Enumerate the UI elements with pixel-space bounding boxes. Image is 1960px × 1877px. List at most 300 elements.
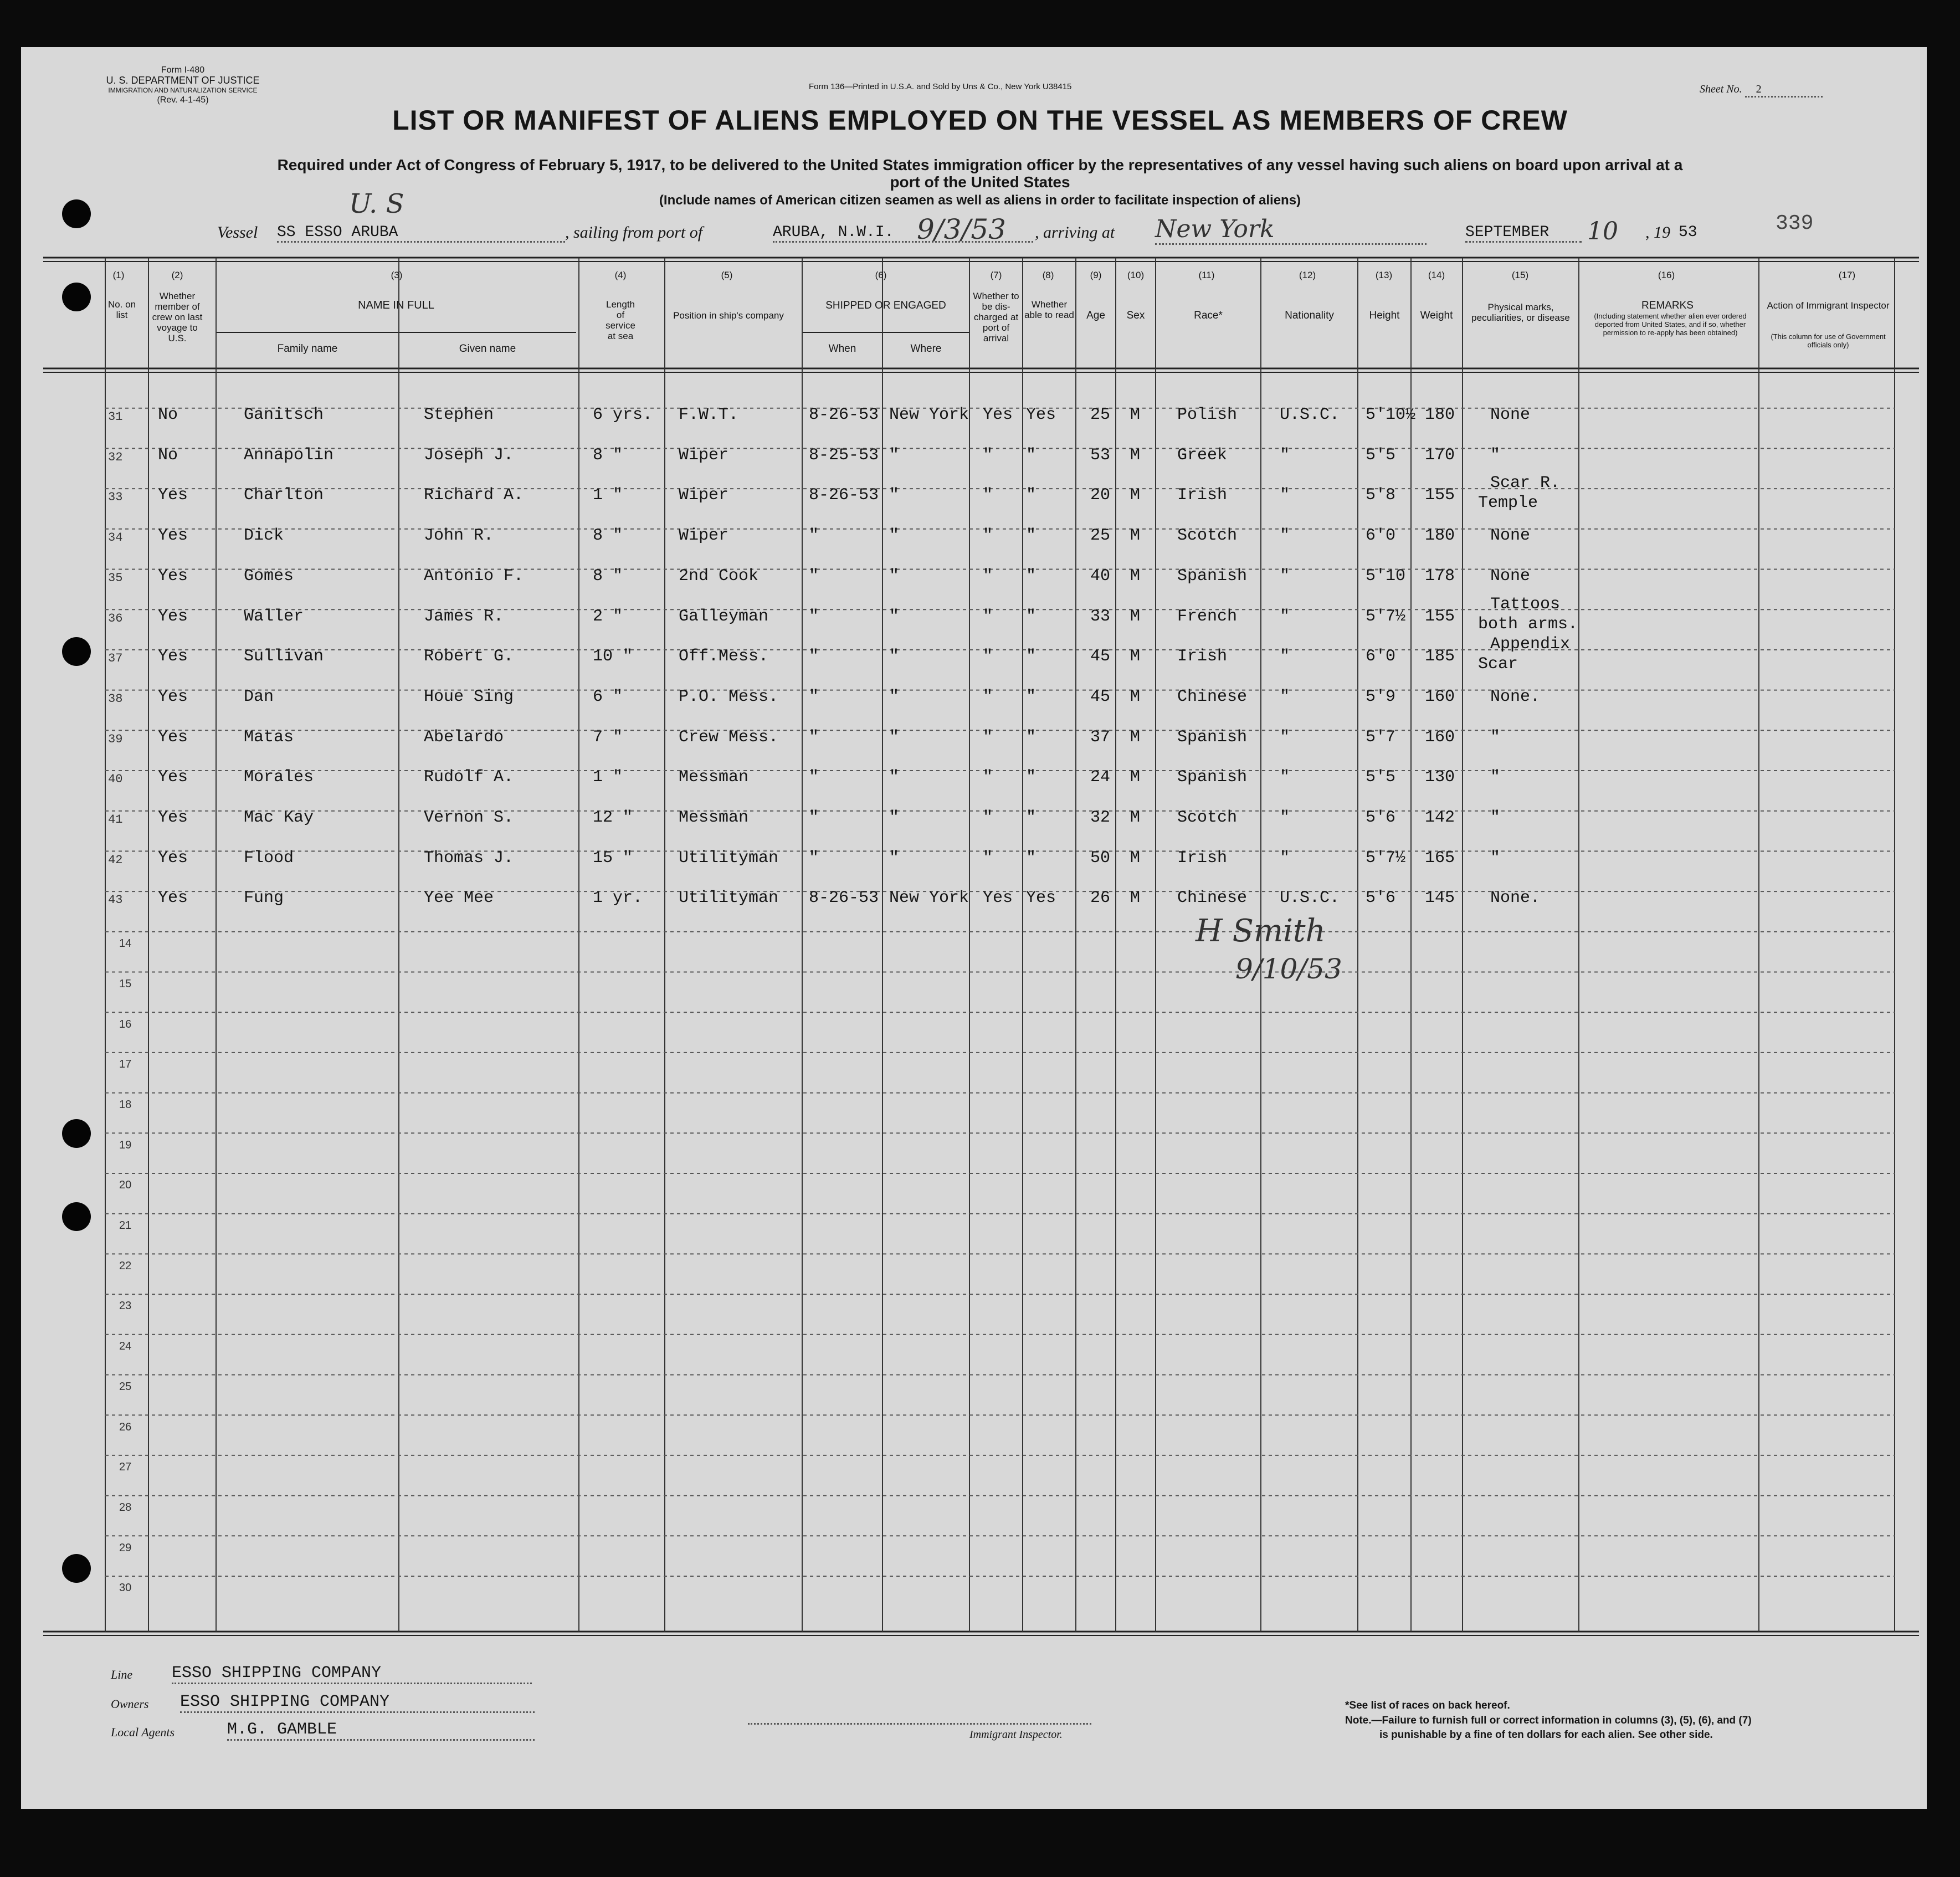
cell-race: Irish <box>1177 486 1228 505</box>
header-physical-marks: Physical marks, peculiarities, or disease <box>1471 302 1570 323</box>
cell-where: " <box>889 727 900 747</box>
cell-nationality: " <box>1280 445 1290 465</box>
col-num: (16) <box>1658 270 1675 280</box>
header-inspector-action: Action of Immigrant Inspector <box>1767 300 1890 311</box>
cell-age: 26 <box>1090 889 1111 908</box>
cell-when: 8-26-53 <box>809 406 879 424</box>
cell-marks: None <box>1490 526 1531 546</box>
cell-race: Irish <box>1177 848 1228 868</box>
cell-discharged: Yes <box>983 889 1013 908</box>
col-num: (10) <box>1127 270 1145 280</box>
cell-marks: " <box>1490 848 1501 868</box>
cell-read: " <box>1026 808 1037 827</box>
cell-weight: 155 <box>1425 486 1455 505</box>
cell-race: Spanish <box>1177 768 1248 787</box>
cell-age: 20 <box>1090 486 1111 505</box>
cell-given: Thomas J. <box>424 848 514 868</box>
cell-where: " <box>889 445 900 465</box>
subtitle-note: (Include names of American citizen seamen as well as aliens in order to facilitate inspection of aliens) <box>659 193 1301 208</box>
cell-where: New York <box>889 889 969 908</box>
cell-where: " <box>889 808 900 827</box>
cell-weight: 178 <box>1425 566 1455 586</box>
cell-service: 8 " <box>593 526 623 546</box>
cell-nationality: " <box>1280 607 1290 626</box>
cell-nationality: " <box>1280 526 1290 546</box>
cell-when: 8-26-53 <box>809 486 879 505</box>
col-num: (1) <box>112 270 125 280</box>
sheet-number: 2 <box>1745 83 1823 98</box>
empty-row-number: 20 <box>119 1179 132 1192</box>
cell-sex: M <box>1130 848 1141 868</box>
cell-given: Robert G. <box>424 647 514 666</box>
col-num: (11) <box>1198 270 1215 280</box>
cell-nationality: " <box>1280 768 1290 787</box>
cell-discharged: " <box>983 808 993 827</box>
cell-given: Rudolf A. <box>424 768 514 787</box>
cell-where: " <box>889 526 900 546</box>
cell-age: 32 <box>1090 808 1111 827</box>
cell-height: 6'0 <box>1366 647 1396 666</box>
cell-age: 25 <box>1090 406 1111 424</box>
cell-read: " <box>1026 848 1037 868</box>
cell-sex: M <box>1130 566 1141 586</box>
cell-family: Fung <box>244 889 284 908</box>
cell-race: Chinese <box>1177 889 1248 908</box>
cell-height: 5'8 <box>1366 486 1396 505</box>
cell-weight: 180 <box>1425 526 1455 546</box>
sailing-label: , sailing from port of <box>565 223 703 242</box>
cell-family: Ganitsch <box>244 406 324 424</box>
cell-marks-line2: Scar <box>1478 655 1518 674</box>
cell-no: 40 <box>108 772 123 787</box>
empty-row-number: 18 <box>119 1098 132 1111</box>
cell-position: P.O. Mess. <box>679 687 779 706</box>
penalty-note-1: Note.—Failure to furnish full or correct information in columns (3), (5), (6), and (7) <box>1345 1715 1752 1726</box>
cell-read: " <box>1026 526 1037 546</box>
empty-row-number: 26 <box>119 1420 132 1433</box>
cell-where: " <box>889 486 900 505</box>
cell-age: 33 <box>1090 607 1111 626</box>
inspector-signature-line <box>748 1723 1091 1725</box>
cell-marks: Appendix <box>1490 635 1571 654</box>
cell-age: 25 <box>1090 526 1111 546</box>
agents-label: Local Agents <box>111 1725 175 1739</box>
cell-given: Vernon S. <box>424 808 514 827</box>
header-given-name: Given name <box>459 343 516 355</box>
arrival-year: 53 <box>1679 224 1697 241</box>
cell-weight: 180 <box>1425 406 1455 424</box>
cell-given: Houe Sing <box>424 687 514 706</box>
col-num: (5) <box>721 270 733 280</box>
cell-nationality: " <box>1280 647 1290 666</box>
empty-row-number: 23 <box>119 1300 132 1312</box>
empty-row-number: 24 <box>119 1340 132 1353</box>
header-weight: Weight <box>1420 310 1453 321</box>
cell-service: 12 " <box>593 808 633 827</box>
cell-service: 8 " <box>593 566 623 586</box>
cell-position: Wiper <box>679 486 729 505</box>
cell-nationality: U.S.C. <box>1280 889 1340 908</box>
cell-position: Wiper <box>679 445 729 465</box>
cell-family: Charlton <box>244 486 324 505</box>
header-nationality: Nationality <box>1285 310 1334 321</box>
empty-row-number: 14 <box>119 937 132 950</box>
empty-row-number: 16 <box>119 1018 132 1030</box>
cell-discharged: " <box>983 727 993 747</box>
cell-age: 53 <box>1090 445 1111 465</box>
cell-prev: Yes <box>158 848 188 868</box>
cell-read: " <box>1026 768 1037 787</box>
cell-height: 5'10½ <box>1366 406 1416 424</box>
cell-when: " <box>809 808 819 827</box>
races-note: *See list of races on back hereof. <box>1345 1700 1510 1711</box>
header-able-to-read: Whether able to read <box>1024 299 1074 320</box>
header-length-of-service: Length of service at sea <box>606 299 635 341</box>
cell-position: Utilityman <box>679 848 779 868</box>
cell-marks-line2: Temple <box>1478 494 1538 513</box>
cell-family: Sullivan <box>244 647 324 666</box>
page-title: LIST OR MANIFEST OF ALIENS EMPLOYED ON THE VESSEL AS MEMBERS OF CREW <box>392 105 1568 136</box>
cell-height: 5'5 <box>1366 768 1396 787</box>
cell-race: Scotch <box>1177 526 1238 546</box>
stamp-number: 339 <box>1776 212 1814 235</box>
cell-weight: 160 <box>1425 727 1455 747</box>
vessel-name: SS ESSO ARUBA <box>277 224 565 243</box>
cell-nationality: " <box>1280 848 1290 868</box>
arrival-day: 10 <box>1587 217 1618 245</box>
inspector-date: 9/10/53 <box>1235 953 1342 985</box>
cell-family: Annapolin <box>244 445 334 465</box>
cell-weight: 160 <box>1425 687 1455 706</box>
cell-marks-line2: both arms. <box>1478 614 1578 634</box>
col-num: (6) <box>875 270 887 280</box>
cell-when: 8-25-53 <box>809 445 879 465</box>
cell-position: 2nd Cook <box>679 566 759 586</box>
col-num: (2) <box>171 270 183 280</box>
cell-marks: None <box>1490 406 1531 424</box>
cell-read: " <box>1026 445 1037 465</box>
cell-when: " <box>809 647 819 666</box>
cell-height: 5'7½ <box>1366 848 1406 868</box>
cell-height: 5'7 <box>1366 727 1396 747</box>
owners-label: Owners <box>111 1697 149 1711</box>
cell-race: Scotch <box>1177 808 1238 827</box>
cell-race: Chinese <box>1177 687 1248 706</box>
cell-age: 37 <box>1090 727 1111 747</box>
cell-weight: 185 <box>1425 647 1455 666</box>
cell-no: 31 <box>108 410 123 424</box>
handwritten-arrival-port: New York <box>1155 215 1427 245</box>
cell-prev: Yes <box>158 486 188 505</box>
cell-age: 50 <box>1090 848 1111 868</box>
cell-prev: Yes <box>158 566 188 586</box>
cell-nationality: " <box>1280 687 1290 706</box>
cell-read: Yes <box>1026 406 1056 424</box>
cell-given: John R. <box>424 526 494 546</box>
header-sex: Sex <box>1126 310 1145 321</box>
inspector-label: Immigrant Inspector. <box>969 1729 1063 1741</box>
cell-position: Crew Mess. <box>679 727 779 747</box>
cell-race: Polish <box>1177 406 1238 424</box>
cell-weight: 130 <box>1425 768 1455 787</box>
cell-nationality: " <box>1280 808 1290 827</box>
cell-no: 34 <box>108 531 123 545</box>
cell-height: 5'5 <box>1366 445 1396 465</box>
cell-when: " <box>809 607 819 626</box>
owners-value: ESSO SHIPPING COMPANY <box>180 1693 535 1713</box>
cell-nationality: " <box>1280 566 1290 586</box>
cell-service: 8 " <box>593 445 623 465</box>
cell-prev: Yes <box>158 526 188 546</box>
empty-row-number: 17 <box>119 1058 132 1071</box>
cell-race: French <box>1177 607 1238 626</box>
col-num: (4) <box>614 270 627 280</box>
cell-race: Spanish <box>1177 727 1248 747</box>
cell-read: " <box>1026 486 1037 505</box>
cell-marks: Scar R. <box>1490 474 1561 493</box>
col-num: (14) <box>1428 270 1445 280</box>
header-no-on-list: No. on list <box>107 299 136 320</box>
header-previous-voyage: Whether member of crew on last voyage to U.S. <box>152 291 203 343</box>
cell-position: Galleyman <box>679 607 769 626</box>
cell-no: 33 <box>108 490 123 505</box>
form-revision: (Rev. 4-1-45) <box>157 95 209 105</box>
header-remarks: REMARKS <box>1641 300 1694 311</box>
penalty-note-2: is punishable by a fine of ten dollars for each alien. See other side. <box>1379 1729 1713 1741</box>
cell-sex: M <box>1130 445 1141 465</box>
cell-position: Messman <box>679 808 749 827</box>
cell-sex: M <box>1130 526 1141 546</box>
cell-read: " <box>1026 566 1037 586</box>
cell-age: 24 <box>1090 768 1111 787</box>
arriving-label: , arriving at <box>1035 223 1115 242</box>
header-age: Age <box>1086 310 1105 321</box>
cell-race: Spanish <box>1177 566 1248 586</box>
cell-given: Antonio F. <box>424 566 524 586</box>
cell-discharged: " <box>983 486 993 505</box>
cell-no: 43 <box>108 893 123 907</box>
cell-discharged: " <box>983 526 993 546</box>
cell-where: " <box>889 647 900 666</box>
cell-nationality: " <box>1280 727 1290 747</box>
cell-position: Messman <box>679 768 749 787</box>
cell-discharged: " <box>983 687 993 706</box>
cell-when: " <box>809 727 819 747</box>
cell-read: " <box>1026 607 1037 626</box>
cell-no: 35 <box>108 571 123 585</box>
cell-discharged: " <box>983 768 993 787</box>
empty-row-number: 27 <box>119 1461 132 1474</box>
cell-sex: M <box>1130 647 1141 666</box>
handwritten-us: U. S <box>349 188 404 219</box>
cell-sex: M <box>1130 808 1141 827</box>
cell-given: Joseph J. <box>424 445 514 465</box>
cell-sex: M <box>1130 607 1141 626</box>
cell-no: 32 <box>108 450 123 464</box>
cell-discharged: " <box>983 848 993 868</box>
header-height: Height <box>1369 310 1400 321</box>
cell-race: Irish <box>1177 647 1228 666</box>
empty-row-number: 28 <box>119 1501 132 1514</box>
cell-when: " <box>809 848 819 868</box>
cell-prev: No <box>158 445 178 465</box>
cell-prev: Yes <box>158 607 188 626</box>
empty-row-number: 19 <box>119 1138 132 1151</box>
line-value: ESSO SHIPPING COMPANY <box>172 1664 532 1684</box>
cell-height: 6'0 <box>1366 526 1396 546</box>
cell-given: Yee Mee <box>424 889 494 908</box>
header-race: Race* <box>1194 310 1223 321</box>
cell-no: 41 <box>108 813 123 827</box>
col-num: (9) <box>1090 270 1102 280</box>
sheet-label: Sheet No. <box>1700 83 1742 95</box>
header-discharged: Whether to be dis-charged at port of arrival <box>973 291 1019 343</box>
cell-when: " <box>809 768 819 787</box>
department: U. S. DEPARTMENT OF JUSTICE <box>106 75 260 86</box>
header-when: When <box>828 343 856 355</box>
col-num: (12) <box>1299 270 1316 280</box>
cell-service: 6 " <box>593 687 623 706</box>
cell-weight: 170 <box>1425 445 1455 465</box>
cell-nationality: U.S.C. <box>1280 406 1340 424</box>
empty-row-number: 30 <box>119 1582 132 1594</box>
cell-no: 36 <box>108 611 123 625</box>
header-name-in-full: NAME IN FULL <box>358 299 434 311</box>
col-num: (8) <box>1042 270 1054 280</box>
empty-row-number: 21 <box>119 1219 132 1232</box>
col-num: (15) <box>1511 270 1529 280</box>
cell-height: 5'10 <box>1366 566 1406 586</box>
cell-service: 1 " <box>593 768 623 787</box>
cell-marks: Tattoos <box>1490 594 1561 614</box>
empty-row-number: 22 <box>119 1259 132 1272</box>
cell-marks: None. <box>1490 889 1541 908</box>
line-label: Line <box>111 1668 133 1681</box>
cell-when: 8-26-53 <box>809 889 879 908</box>
cell-sex: M <box>1130 889 1141 908</box>
cell-race: Greek <box>1177 445 1228 465</box>
cell-discharged: " <box>983 607 993 626</box>
cell-marks: None. <box>1490 687 1541 706</box>
empty-row-number: 15 <box>119 977 132 990</box>
cell-prev: Yes <box>158 768 188 787</box>
port-name: ARUBA, N.W.I. <box>773 224 1033 243</box>
cell-sex: M <box>1130 406 1141 424</box>
cell-when: " <box>809 687 819 706</box>
cell-sex: M <box>1130 727 1141 747</box>
service-name: IMMIGRATION AND NATURALIZATION SERVICE <box>108 86 258 94</box>
cell-discharged: " <box>983 445 993 465</box>
cell-family: Matas <box>244 727 294 747</box>
cell-read: " <box>1026 727 1037 747</box>
cell-prev: Yes <box>158 808 188 827</box>
empty-row-number: 25 <box>119 1380 132 1393</box>
cell-given: Richard A. <box>424 486 524 505</box>
cell-service: 2 " <box>593 607 623 626</box>
header-position: Position in ship's company <box>673 310 784 321</box>
cell-service: 6 yrs. <box>593 406 653 424</box>
cell-discharged: " <box>983 647 993 666</box>
cell-when: " <box>809 526 819 546</box>
header-shipped-engaged: SHIPPED OR ENGAGED <box>825 300 946 311</box>
year-prefix: , 19 <box>1645 223 1670 242</box>
cell-prev: Yes <box>158 727 188 747</box>
cell-where: " <box>889 768 900 787</box>
cell-prev: No <box>158 406 178 424</box>
cell-read: " <box>1026 647 1037 666</box>
col-num: (7) <box>990 270 1002 280</box>
cell-prev: Yes <box>158 647 188 666</box>
printer-line: Form 136—Printed in U.S.A. and Sold by Uns & Co., New York U38415 <box>809 82 1072 91</box>
cell-read: " <box>1026 687 1037 706</box>
cell-no: 38 <box>108 691 123 706</box>
cell-family: Waller <box>244 607 304 626</box>
cell-where: " <box>889 566 900 586</box>
cell-service: 15 " <box>593 848 633 868</box>
cell-height: 5'9 <box>1366 687 1396 706</box>
cell-service: 7 " <box>593 727 623 747</box>
vessel-label: Vessel <box>217 223 258 242</box>
cell-marks: " <box>1490 808 1501 827</box>
cell-where: " <box>889 607 900 626</box>
cell-age: 40 <box>1090 566 1111 586</box>
cell-marks: " <box>1490 445 1501 465</box>
cell-position: Utilityman <box>679 889 779 908</box>
cell-position: Wiper <box>679 526 729 546</box>
cell-weight: 142 <box>1425 808 1455 827</box>
cell-family: Dan <box>244 687 274 706</box>
cell-position: F.W.T. <box>679 406 739 424</box>
cell-weight: 165 <box>1425 848 1455 868</box>
cell-given: Abelardo <box>424 727 504 747</box>
cell-height: 5'7½ <box>1366 607 1406 626</box>
empty-row-number: 29 <box>119 1541 132 1554</box>
cell-nationality: " <box>1280 486 1290 505</box>
cell-no: 42 <box>108 853 123 867</box>
cell-service: 1 " <box>593 486 623 505</box>
cell-family: Flood <box>244 848 294 868</box>
cell-weight: 145 <box>1425 889 1455 908</box>
header-where: Where <box>910 343 942 355</box>
header-remarks-note: (Including statement whether alien ever ordered deported from United States, and if so, whether permission to re-apply has been obtained) <box>1594 312 1747 337</box>
cell-family: Dick <box>244 526 284 546</box>
arrival-month: SEPTEMBER <box>1465 224 1582 243</box>
col-num: (17) <box>1838 270 1856 280</box>
cell-where: New York <box>889 406 969 424</box>
col-num: (13) <box>1375 270 1393 280</box>
header-inspector-note: (This column for use of Government officials only) <box>1771 332 1886 349</box>
cell-family: Gomes <box>244 566 294 586</box>
cell-service: 10 " <box>593 647 633 666</box>
cell-age: 45 <box>1090 647 1111 666</box>
cell-given: Stephen <box>424 406 494 424</box>
handwritten-departure-date: 9/3/53 <box>917 213 1006 245</box>
cell-family: Morales <box>244 768 314 787</box>
cell-where: " <box>889 687 900 706</box>
cell-where: " <box>889 848 900 868</box>
cell-marks: " <box>1490 768 1501 787</box>
agents-value: M.G. GAMBLE <box>227 1720 535 1741</box>
cell-sex: M <box>1130 486 1141 505</box>
form-number: Form I-480 <box>161 65 205 75</box>
cell-discharged: Yes <box>983 406 1013 424</box>
cell-height: 5'6 <box>1366 889 1396 908</box>
cell-marks: None <box>1490 566 1531 586</box>
cell-weight: 155 <box>1425 607 1455 626</box>
cell-discharged: " <box>983 566 993 586</box>
cell-sex: M <box>1130 768 1141 787</box>
cell-no: 39 <box>108 732 123 746</box>
